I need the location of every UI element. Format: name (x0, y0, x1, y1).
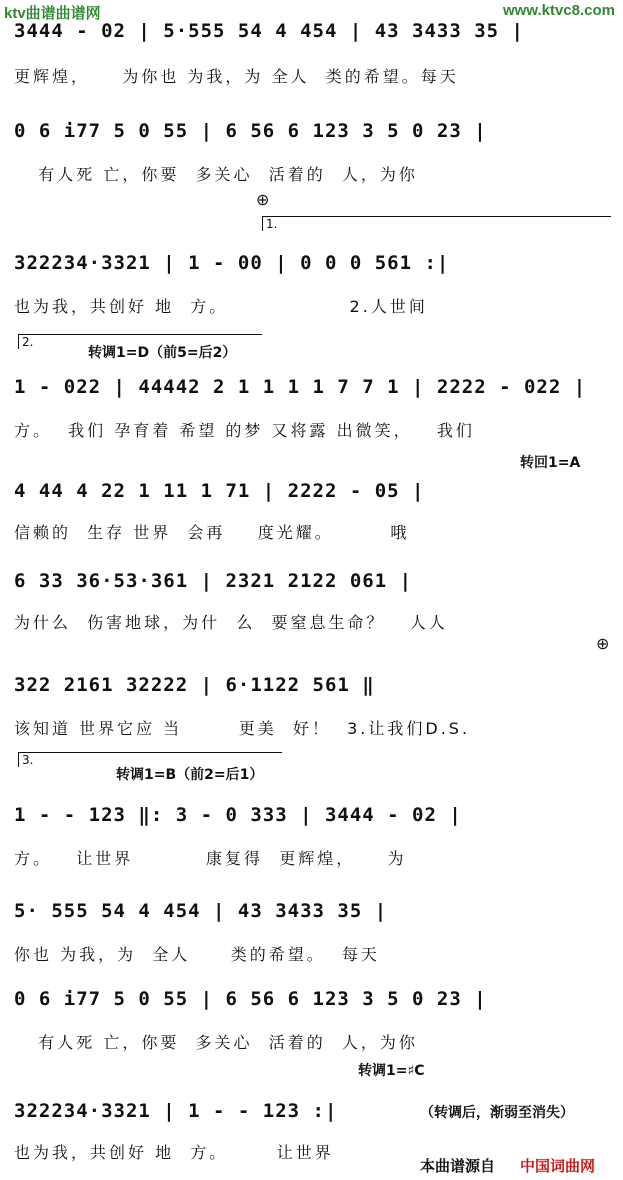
notation-line: 4 44 4 22 1 11 1 71 | 2222 - 05 | (14, 480, 425, 502)
notation-line: 6 33 36·53·361 | 2321 2122 061 | (14, 570, 413, 592)
lyric-line: 也为我，共创好 地 方。 2.人世间 (14, 297, 428, 316)
watermark-left: ktv曲谱曲谱网 (4, 5, 101, 22)
notation-line: 1 - - 123 ‖: 3 - 0 333 | 3444 - 02 | (14, 804, 462, 826)
lyric-line: 方。 让世界 康复得 更辉煌， 为 (14, 849, 407, 868)
lyric-line: 方。 我们 孕育着 希望 的梦 又将露 出微笑， 我们 (14, 421, 475, 440)
lyric-line: 有人死 亡，你要 多关心 活着的 人，为你 (14, 1033, 418, 1052)
key-change-b: 转调1=B（前2=后1） (116, 767, 264, 783)
volta-2: 2. (18, 334, 262, 349)
key-back-a: 转回1=A (520, 455, 581, 471)
notation-line: 5· 555 54 4 454 | 43 3433 35 | (14, 900, 388, 922)
footer-site: 中国词曲网 (520, 1157, 596, 1175)
coda-icon: ⊕ (256, 190, 270, 209)
coda-icon: ⊕ (596, 634, 610, 653)
lyric-line: 有人死 亡，你要 多关心 活着的 人，为你 (14, 165, 418, 184)
notation-line: 3444 - 02 | 5·555 54 4 454 | 43 3433 35 | (14, 20, 524, 42)
lyric-line: 更辉煌， 为你也 为我，为 全人 类的希望。每天 (14, 67, 459, 86)
notation-line: 322234·3321 | 1 - 00 | 0 0 0 561 :| (14, 252, 450, 274)
notation-line: 0 6 i77 5 0 55 | 6 56 6 123 3 5 0 23 | (14, 120, 487, 142)
volta-1: 1. (262, 216, 611, 231)
volta-3: 3. (18, 752, 282, 767)
lyric-line: 该知道 世界它应 当 更美 好！ 3.让我们D.S. (14, 719, 471, 738)
lyric-line: 你也 为我，为 全人 类的希望。 每天 (14, 945, 380, 964)
lyric-line: 信赖的 生存 世界 会再 度光耀。 哦 (14, 523, 410, 542)
notation-line: 0 6 i77 5 0 55 | 6 56 6 123 3 5 0 23 | (14, 988, 487, 1010)
lyric-line: 也为我，共创好 地 方。 让世界 (14, 1143, 334, 1162)
key-change-d: 转调1=D（前5=后2） (88, 345, 237, 361)
notation-line: 322 2161 32222 | 6·1122 561 ‖ (14, 674, 375, 696)
watermark-right: www.ktvc8.com (503, 2, 615, 19)
notation-line: 322234·3321 | 1 - - 123 :| (14, 1100, 338, 1122)
footer-source: 本曲谱源自 (420, 1157, 496, 1175)
lyric-line: 为什么 伤害地球，为什 么 要窒息生命？ 人人 (14, 613, 448, 632)
notation-line: 1 - 022 | 44442 2 1 1 1 1 7 7 1 | 2222 - 022 | (14, 376, 587, 398)
fade-note: （转调后，渐弱至消失） (420, 1105, 574, 1121)
key-change-c: 转调1=♯C (358, 1063, 425, 1079)
